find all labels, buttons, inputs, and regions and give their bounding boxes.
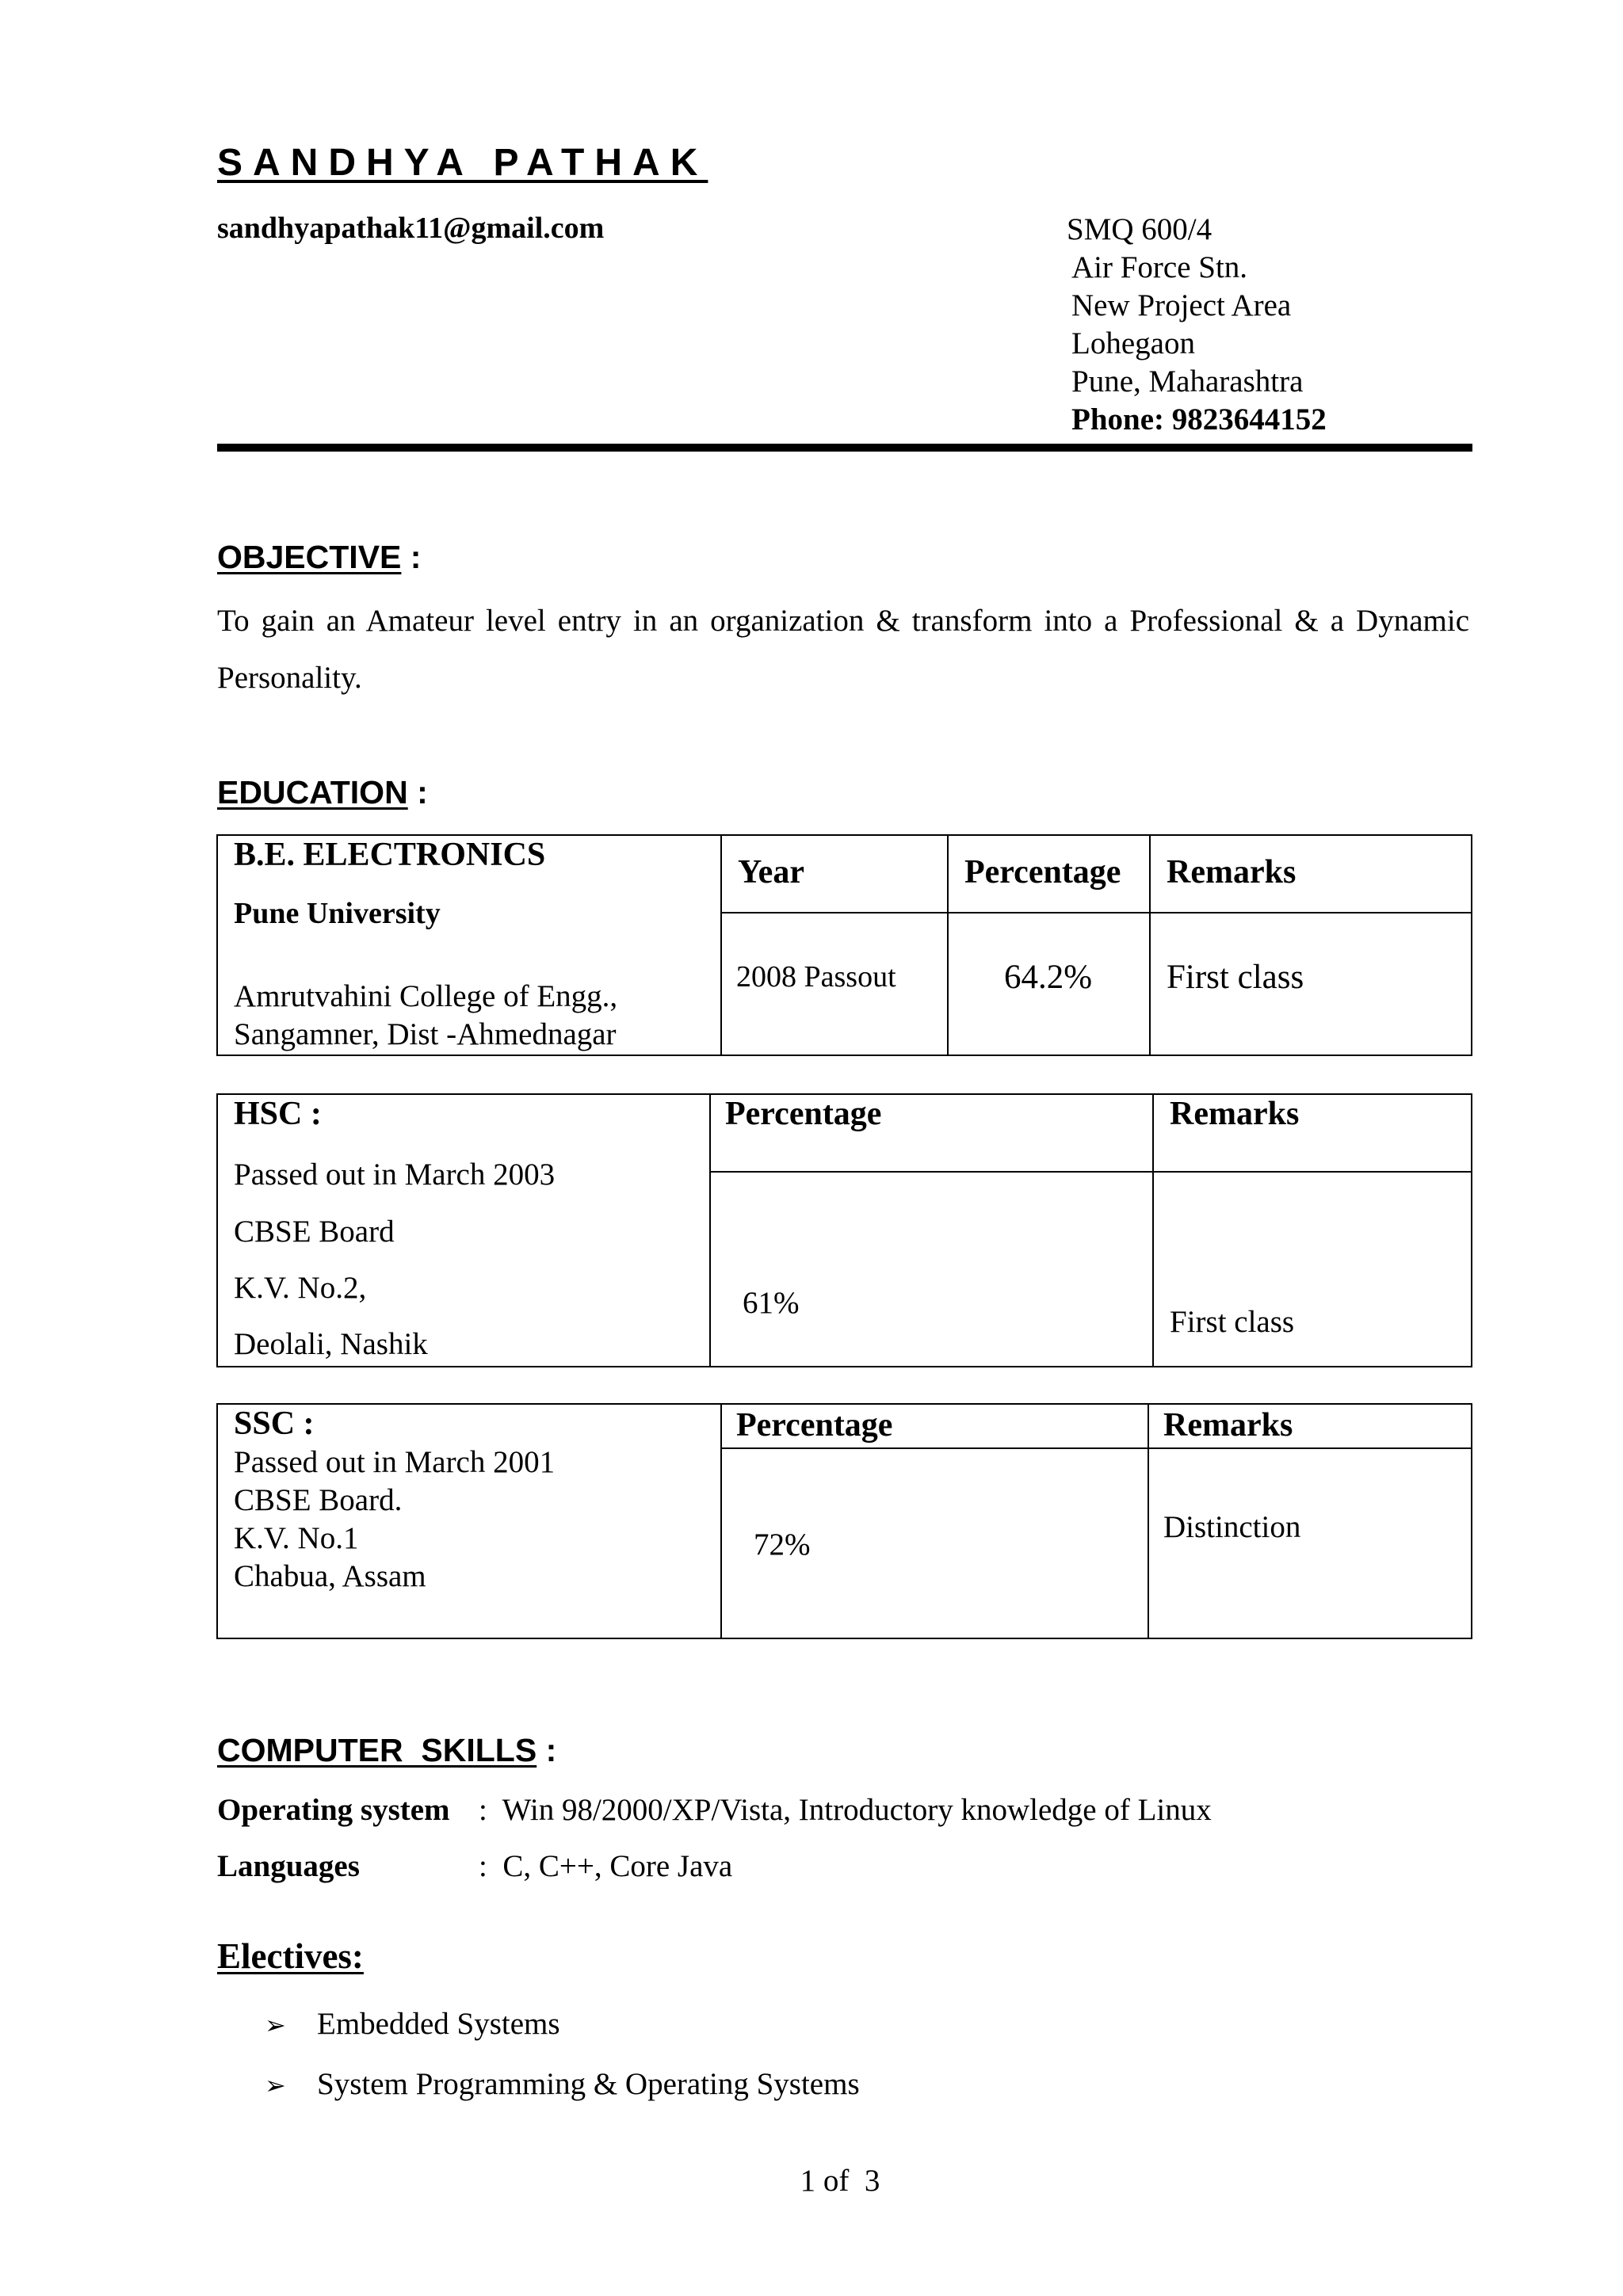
hsc-title: HSC : <box>234 1096 322 1132</box>
hsc-percentage-header-label: Percentage <box>725 1096 882 1132</box>
be-education-table <box>216 834 1472 1056</box>
be-degree: B.E. ELECTRONICS <box>234 837 546 873</box>
ssc-percentage-value: 72% <box>754 1527 811 1562</box>
ssc-remarks-header <box>1148 1404 1472 1448</box>
be-percentage-value: 64.2% <box>1004 959 1093 996</box>
header-divider <box>217 444 1472 452</box>
hsc-education-table <box>216 1093 1472 1367</box>
skill-row-languages <box>217 1848 732 1884</box>
skill-label: Operating system <box>217 1793 450 1827</box>
skill-value: : C, C++, Core Java <box>479 1849 733 1883</box>
elective-label: System Programming & Operating Systems <box>317 2067 860 2101</box>
ssc-remarks-value: Distinction <box>1163 1510 1301 1544</box>
objective-text: To gain an Amateur level entry in an organization & transform into a Professional & a Dynamic Personality. <box>217 604 1469 695</box>
be-remarks-header-label: Remarks <box>1167 854 1296 891</box>
objective-heading <box>217 539 421 576</box>
be-percentage-header <box>948 835 1150 913</box>
elective-item <box>265 2006 560 2042</box>
be-remarks-value: First class <box>1167 959 1304 996</box>
ssc-line: CBSE Board. <box>234 1483 403 1517</box>
hsc-percentage-value: 61% <box>743 1286 800 1320</box>
be-university: Pune University <box>234 897 441 930</box>
ssc-education-table <box>216 1403 1472 1639</box>
ssc-line: Passed out in March 2001 <box>234 1445 556 1479</box>
hsc-line: Deolali, Nashik <box>234 1327 428 1361</box>
address-line: Lohegaon <box>1071 326 1195 360</box>
be-remarks-header <box>1150 835 1472 913</box>
education-heading-text: EDUCATION <box>217 774 408 810</box>
be-year-header <box>721 835 948 913</box>
be-year-header-label: Year <box>738 854 804 891</box>
hsc-remarks-cell <box>1153 1172 1472 1367</box>
hsc-remarks-header-label: Remarks <box>1170 1096 1300 1132</box>
education-heading-colon: : <box>407 774 428 810</box>
address-line: SMQ 600/4 <box>1067 212 1212 246</box>
arrow-bullet-icon: ➢ <box>265 2010 286 2040</box>
ssc-institution-cell <box>217 1404 721 1638</box>
ssc-percentage-header-label: Percentage <box>736 1407 893 1444</box>
ssc-title: SSC : <box>234 1405 315 1442</box>
elective-item <box>265 2066 860 2102</box>
hsc-remarks-header <box>1153 1094 1472 1172</box>
skill-row-os <box>217 1792 1212 1828</box>
hsc-line: K.V. No.2, <box>234 1271 367 1305</box>
be-college: Amrutvahini College of Engg., <box>234 979 618 1013</box>
education-heading <box>217 774 428 811</box>
address-line: New Project Area <box>1071 288 1292 322</box>
postal-address <box>1067 211 1327 439</box>
objective-heading-colon: : <box>401 539 422 575</box>
ssc-remarks-cell <box>1148 1448 1472 1638</box>
arrow-bullet-icon: ➢ <box>265 2070 286 2100</box>
email-address: sandhyapathak11@gmail.com <box>217 212 605 245</box>
skills-heading-text: COMPUTER SKILLS <box>217 1732 537 1768</box>
electives-heading: Electives: <box>217 1936 364 1976</box>
address-line: Air Force Stn. <box>1071 250 1248 284</box>
hsc-institution-cell <box>217 1094 710 1367</box>
hsc-percentage-cell <box>710 1172 1153 1367</box>
hsc-line: CBSE Board <box>234 1215 395 1249</box>
phone-number: Phone: 9823644152 <box>1071 402 1327 437</box>
be-year-value: 2008 Passout <box>736 960 896 994</box>
hsc-remarks-value: First class <box>1170 1305 1295 1339</box>
page-number: 1 of 3 <box>800 2164 880 2198</box>
skill-value: : Win 98/2000/XP/Vista, Introductory knowledge of Linux <box>479 1793 1212 1827</box>
ssc-line: K.V. No.1 <box>234 1521 359 1555</box>
ssc-line: Chabua, Assam <box>234 1559 426 1593</box>
be-remarks-cell <box>1150 913 1472 1055</box>
ssc-remarks-header-label: Remarks <box>1163 1407 1293 1444</box>
ssc-percentage-cell <box>721 1448 1148 1638</box>
be-year-cell <box>721 913 948 1055</box>
skills-heading <box>217 1732 556 1769</box>
address-line: Pune, Maharashtra <box>1071 364 1304 399</box>
be-college-place: Sangamner, Dist -Ahmednagar <box>234 1017 617 1051</box>
be-percentage-header-label: Percentage <box>964 854 1121 891</box>
hsc-line: Passed out in March 2003 <box>234 1158 556 1192</box>
elective-label: Embedded Systems <box>317 2007 560 2041</box>
skill-label: Languages <box>217 1849 360 1883</box>
be-percentage-cell <box>948 913 1150 1055</box>
hsc-percentage-header <box>710 1094 1153 1172</box>
candidate-name: SANDHYA PATHAK <box>217 142 708 184</box>
skills-heading-colon: : <box>537 1732 557 1768</box>
be-institution-cell <box>217 835 721 1055</box>
ssc-percentage-header <box>721 1404 1148 1448</box>
objective-heading-text: OBJECTIVE <box>217 539 402 575</box>
